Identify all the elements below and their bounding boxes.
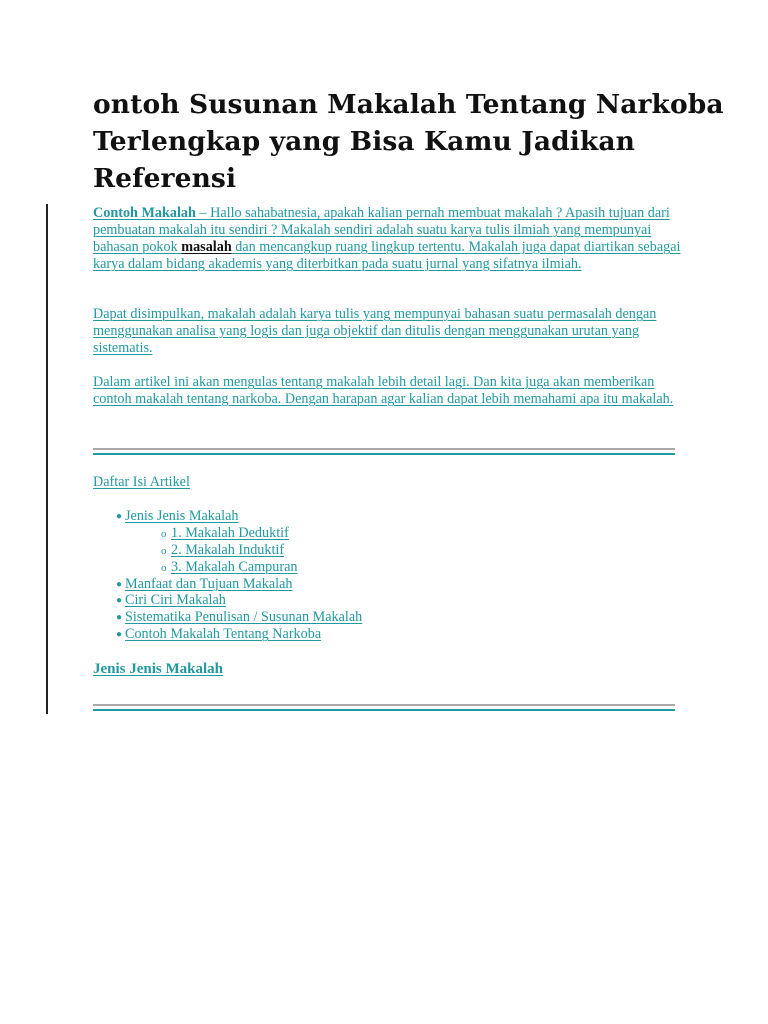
contoh-makalah-link[interactable]: Contoh Makalah [93,205,196,221]
toc-item-jenis[interactable] [93,508,693,525]
toc-item-label[interactable]: Ciri Ciri Makalah [125,592,226,609]
toc-heading-link[interactable]: Daftar Isi Artikel [93,474,190,490]
toc-subitem-label[interactable]: 2. Makalah Induktif [171,541,285,558]
toc-item-sistematika[interactable] [93,609,693,626]
circle-bullet-icon: o [161,544,167,557]
summary-paragraph-text[interactable]: Dapat disimpulkan, makalah adalah karya tulis yang mempunyai bahasan suatu permasalah dengan menggunakan analisa yang logis dan juga objektif dan ditulis dengan menggunakan urutan yang sistematis. [93,306,657,356]
article-scope-text[interactable]: Dalam artikel ini akan mengulas tentang makalah lebih detail lagi. Dan kita juga akan memberikan contoh makalah tentang narkoba. Dengan harapan agar kalian dapat lebih memahami apa itu makalah. [93,374,674,407]
toc-subitem-label[interactable]: 1. Makalah Deduktif [171,524,289,541]
intro-paragraph [93,205,683,273]
article-title: ontoh Susunan Makalah Tentang Narkoba Terlengkap yang Bisa Kamu Jadikan Referensi [93,89,724,194]
toc-subitem-campuran[interactable] [93,559,693,576]
summary-paragraph [93,306,683,357]
bullet-icon: ● [116,595,123,607]
bullet-icon: ● [116,578,123,590]
circle-bullet-icon: o [161,527,167,540]
divider-line-teal [93,709,675,711]
toc-item-label[interactable]: Jenis Jenis Makalah [125,508,239,524]
toc-item-ciri[interactable] [93,592,693,609]
toc-subitem-label[interactable]: 3. Makalah Campuran [171,558,298,575]
intro-separator[interactable]: – [195,205,211,221]
circle-bullet-icon: o [161,561,167,574]
divider-line-gray [93,448,675,450]
masalah-bold-link[interactable]: masalah [181,238,232,255]
intro-text-a[interactable]: Hallo sahabatnesia, apakah kalian pernah membuat makalah ? Apasih tujuan dari pembuatan makalah itu sendiri ? Makalah sendiri adalah suatu karya tulis ilmiah yang mempunyai bahasan pokok [93,205,670,255]
divider-bottom [93,704,675,713]
toc-subitem-deduktif[interactable] [93,525,693,542]
divider-line-teal [93,453,675,455]
toc-item-contoh-narkoba[interactable] [93,626,693,643]
toc-item-label[interactable]: Manfaat dan Tujuan Makalah [125,575,293,592]
toc-item-label[interactable]: Contoh Makalah Tentang Narkoba [125,626,322,643]
toc-subitem-induktif[interactable] [93,542,693,559]
bullet-icon: ● [116,612,123,624]
toc-item-label[interactable]: Sistematika Penulisan / Susunan Makalah [125,609,363,626]
table-of-contents [93,508,693,643]
bullet-icon: ● [116,629,123,641]
section-heading-jenis[interactable]: Jenis Jenis Makalah [93,661,224,677]
toc-item-manfaat[interactable] [93,576,693,593]
article-scope-paragraph [93,374,683,408]
intro-text-b[interactable]: dan mencangkup ruang lingkup tertentu. Makalah juga dapat diartikan sebagai karya dalam bidang akademis yang diterbitkan pada suatu jurnal yang sifatnya ilmiah. [93,238,681,272]
bullet-icon: ● [116,511,123,522]
divider-line-gray [93,704,675,706]
divider-top [93,448,675,457]
left-margin-bar [46,204,48,714]
